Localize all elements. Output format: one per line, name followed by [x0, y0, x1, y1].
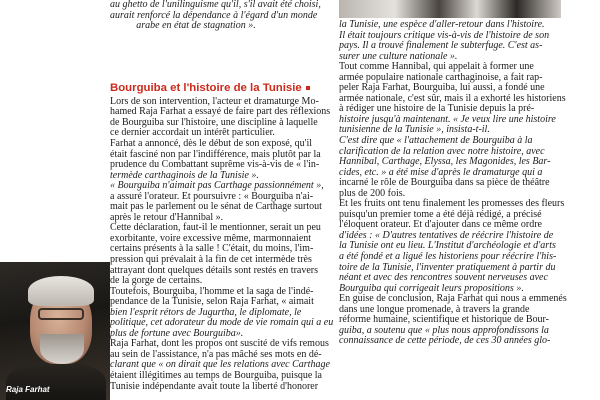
- text-line: Hannibal, Carthage, Elyssa, les Magonides, les Bar-: [339, 156, 551, 168]
- text-line: C'est dire que « l'attachement de Bourguiba à la: [339, 135, 533, 147]
- text-line: ce dernier accordait un intérêt particulier.: [110, 127, 275, 139]
- text-line: clarant que « on dirait que les relations avec Carthage: [110, 359, 330, 371]
- text-line: incarné le rôle de Bourguiba dans sa pièce de théâtre: [339, 177, 550, 189]
- text-line: toire de la Tunisie, l'inventer pratiquement à partir du: [339, 261, 556, 273]
- text-line: cides, etc. » a été mise d'après le dramaturge qui a: [339, 166, 543, 178]
- text-line: de Bourguiba sur l'histoire, une discipline à laquelle: [110, 116, 318, 128]
- text-line: « Bourguiba n'aimait pas Carthage passionnément »,: [110, 180, 324, 192]
- section-title-text: Bourguiba et l'histoire de la Tunisie: [110, 81, 302, 94]
- text-line: a assuré l'orateur. Et poursuivre : « Bourguiba n'ai-: [110, 190, 314, 202]
- photo-body-shape: [6, 362, 106, 400]
- text-line: étaient illégitimes au temps de Bourguiba, puisque la: [110, 370, 322, 381]
- text-line: Lors de son intervention, l'acteur et dramaturge Mo-: [110, 95, 319, 107]
- text-line: certains présents à la salle ! C'était, du moins, l'im-: [110, 243, 314, 255]
- text-line: clarification de la relation avec notre histoire, avec: [339, 145, 545, 157]
- text-line: plus de 200 fois.: [339, 187, 406, 199]
- text-line: Raja Farhat, dont les propos ont suscité de vifs remous: [110, 338, 329, 350]
- text-line: puisqu'un premier tome a été déjà rédigé, a précisé: [339, 208, 542, 220]
- photo-glasses-shape: [38, 308, 84, 320]
- text-line: bien l'esprit rétors de Jugurtha, le diplomate, le: [110, 306, 302, 318]
- text-line: Cette déclaration, faut-il le mentionner, serait un peu: [110, 222, 321, 234]
- author-photo: [0, 262, 110, 400]
- text-line: Tunisie indépendante avait toute la liberté d'honorer: [110, 380, 319, 392]
- text-line: à rédiger une histoire de la Tunisie depuis la pré-: [339, 103, 535, 115]
- left-column: [110, 0, 334, 392]
- text-line: Bourguiba qui corrigeait leurs propositions ».: [339, 282, 524, 294]
- text-line: dans une longue promenade, à travers la grande: [339, 303, 530, 315]
- text-line: surer une culture nationale ».: [339, 50, 458, 62]
- text-line: pression qui prévalait à la fin de cet intermède très: [110, 253, 312, 265]
- left-body-text: [110, 95, 334, 392]
- text-line: l'éloquent orateur. Et d'ajouter dans ce même ordre: [339, 219, 542, 231]
- text-line: politique, cet adorateur du mode de vie romain qui a eu: [110, 317, 334, 329]
- quote-line: aurait renforcé la dépendance à l'égard d'un monde: [110, 9, 318, 21]
- section-title: [110, 81, 302, 94]
- text-line: exorbitante, voire excessive même, marmonnaient: [110, 232, 312, 244]
- text-line: d'idées : « D'autres tentatives de réécrire l'histoire de: [339, 229, 554, 241]
- text-line: connaissance de cette période, de ces 30 années glo-: [339, 335, 551, 347]
- text-line: armée nationale, c'est sûr, mais il a exhorté les historiens: [339, 92, 566, 104]
- right-body-text: [339, 19, 567, 347]
- text-line: En guise de conclusion, Raja Farhat qui nous a emmenés: [339, 293, 567, 305]
- text-line: Tout comme Hannibal, qui appelait à former une: [339, 61, 534, 73]
- photo-hair-shape: [28, 276, 94, 306]
- text-line: termède carthaginois de la Tunisie ».: [110, 169, 259, 181]
- text-line: a été fondé et a ligué les historiens pour réécrire l'his-: [339, 251, 557, 263]
- text-line: tunisienne de la Tunisie », insista-t-il.: [339, 124, 490, 136]
- text-line: de la gorge de certains.: [110, 275, 203, 287]
- quote-line: au ghetto de l'unilinguisme qu'il, s'il avait été choisi,: [110, 0, 321, 10]
- right-column: [339, 0, 567, 347]
- text-line: armée populaire nationale carthaginoise, a fait rap-: [339, 71, 543, 83]
- text-line: pays. Il a trouvé finalement le subterfuge. C'est as-: [339, 40, 543, 52]
- text-line: Et les fruits ont tenu finalement les promesses des fleurs: [339, 198, 565, 210]
- text-line: guiba, a soutenu que « plus nous approfondissons la: [339, 324, 549, 336]
- text-line: la Tunisie ont eu lieu. L'Institut d'archéologie et d'arts: [339, 240, 556, 252]
- text-line: au sein de l'assistance, n'a pas mâché ses mots en dé-: [110, 348, 322, 360]
- text-line: attrayant dont quelques détails sont restés en travers: [110, 264, 318, 276]
- text-line: mait pas le parlement ou le sénat de Carthage surtout: [110, 201, 322, 213]
- text-line: Il était toujours critique vis-à-vis de l'histoire de son: [339, 29, 550, 41]
- text-line: pendance de la Tunisie, selon Raja Farhat, « aimait: [110, 296, 314, 308]
- title-square-icon: [306, 86, 310, 90]
- text-line: néant et avec des rencontres souvent nerveuses avec: [339, 272, 548, 284]
- text-line: Farhat a annoncé, dès le début de son exposé, qu'il: [110, 137, 313, 149]
- text-line: était fasciné non par l'indifférence, mais plutôt par la: [110, 148, 321, 160]
- text-line: après le retour d'Hannibal ».: [110, 211, 224, 223]
- photo-beard-shape: [40, 334, 84, 364]
- text-line: peler Raja Farhat, Bourguiba, lui aussi, a fondé une: [339, 82, 545, 94]
- text-line: hamed Raja Farhat a essayé de faire part des réflexions: [110, 106, 331, 118]
- text-line: plus de fortune avec Bourguiba».: [110, 327, 244, 339]
- text-line: la Tunisie, une espèce d'aller-retour dans l'histoire.: [339, 19, 545, 30]
- text-line: Toutefois, Bourguiba, l'homme et la saga de l'indé-: [110, 285, 314, 297]
- quote-line: arabe en état de stagnation ».: [136, 20, 256, 32]
- text-line: histoire jusqu'à maintenant. « Je veux lire une histoire: [339, 113, 556, 125]
- text-line: prudence du Combattant suprême vis-à-vis de « l'in-: [110, 159, 320, 171]
- top-quote: [110, 0, 321, 32]
- photo-caption: Raja Farhat: [6, 385, 50, 394]
- text-line: réforme humaine, scientifique et historique de Bour-: [339, 314, 550, 326]
